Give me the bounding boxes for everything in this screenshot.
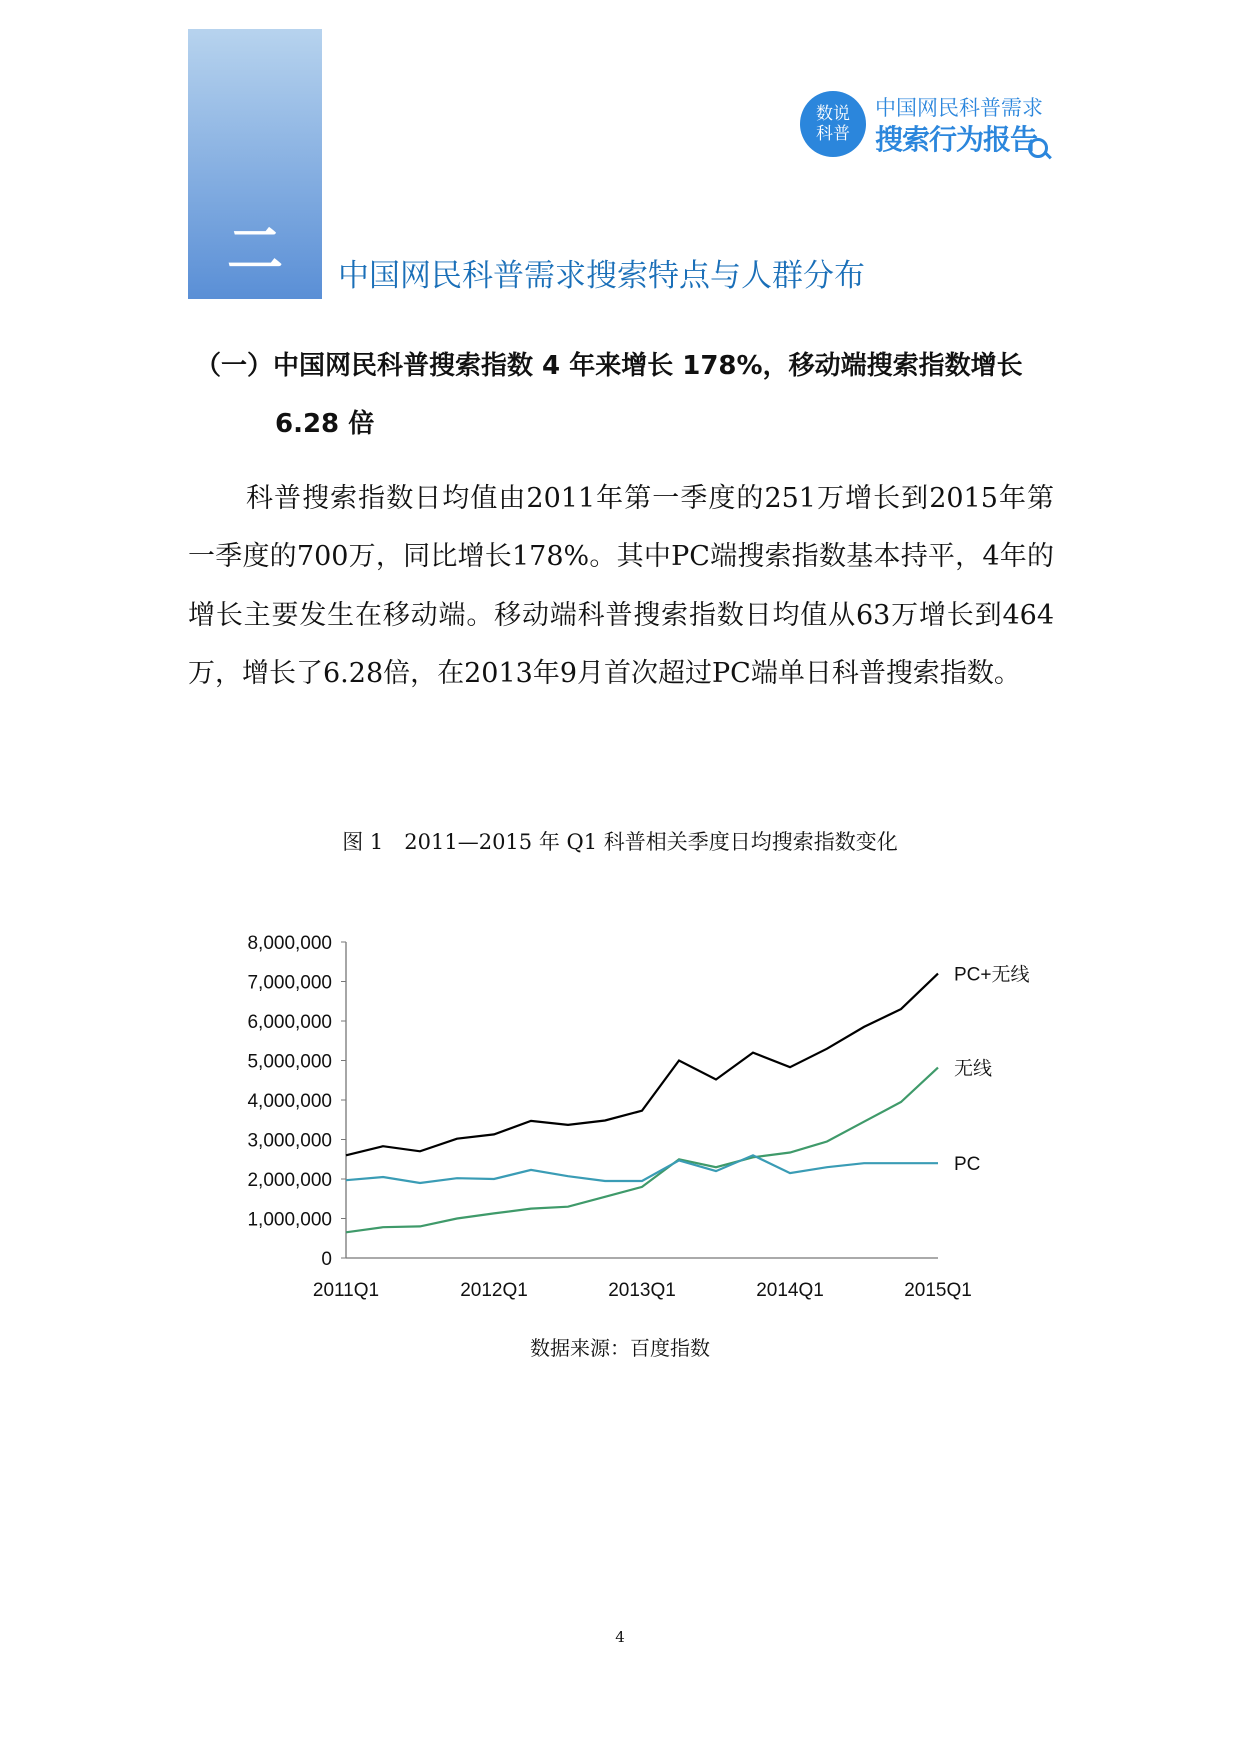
y-tick-label: 0 xyxy=(321,1249,332,1270)
page-number: 4 xyxy=(615,1628,625,1646)
x-tick-label: 2014Q1 xyxy=(756,1280,824,1301)
y-tick-label: 4,000,000 xyxy=(247,1091,332,1112)
logo-badge-line2: 科普 xyxy=(816,124,850,144)
section-title: 中国网民科普需求搜索特点与人群分布 xyxy=(338,258,865,294)
subsection-heading: （一）中国网民科普搜索指数 4 年来增长 178%，移动端搜索指数增长 xyxy=(195,351,1023,381)
subsection-heading-cont: 6.28 倍 xyxy=(275,409,375,439)
series-line-无线 xyxy=(346,1068,938,1233)
logo-line1: 中国网民科普需求 xyxy=(875,96,1043,120)
series-label: PC+无线 xyxy=(954,964,1030,986)
figure-caption: 图 1 2011—2015 年 Q1 科普相关季度日均搜索指数变化 xyxy=(342,830,898,854)
series-line-PC xyxy=(346,1155,938,1183)
body-paragraph: 科普搜索指数日均值由2011年第一季度的251万增长到2015年第一季度的700万，同比增长178%。其中PC端搜索指数基本持平，4年的增长主要发生在移动端。移动端科普搜索指数日均值从63万增长到464万，增长了6.28倍，在2013年9月首次超过PC端单日科普搜索指数。 xyxy=(188,483,1054,689)
y-tick-label: 5,000,000 xyxy=(247,1051,332,1073)
series-line-PC+无线 xyxy=(346,974,938,1156)
x-tick-label: 2013Q1 xyxy=(608,1280,676,1301)
series-label: PC xyxy=(954,1154,981,1176)
series-label: 无线 xyxy=(954,1058,993,1080)
section-number: 二 xyxy=(227,218,283,283)
x-tick-label: 2015Q1 xyxy=(904,1280,972,1301)
y-tick-label: 2,000,000 xyxy=(247,1170,332,1191)
y-tick-label: 6,000,000 xyxy=(247,1012,332,1033)
y-tick-label: 1,000,000 xyxy=(247,1209,332,1231)
figure-source: 数据来源：百度指数 xyxy=(530,1336,710,1360)
y-tick-label: 8,000,000 xyxy=(247,933,332,954)
x-tick-label: 2011Q1 xyxy=(312,1280,380,1301)
logo-badge-line1: 数说 xyxy=(816,104,850,124)
y-tick-label: 7,000,000 xyxy=(247,972,332,994)
logo-line2: 搜索行为报告 xyxy=(875,123,1038,156)
y-tick-label: 3,000,000 xyxy=(247,1130,332,1152)
x-tick-label: 2012Q1 xyxy=(460,1280,528,1301)
